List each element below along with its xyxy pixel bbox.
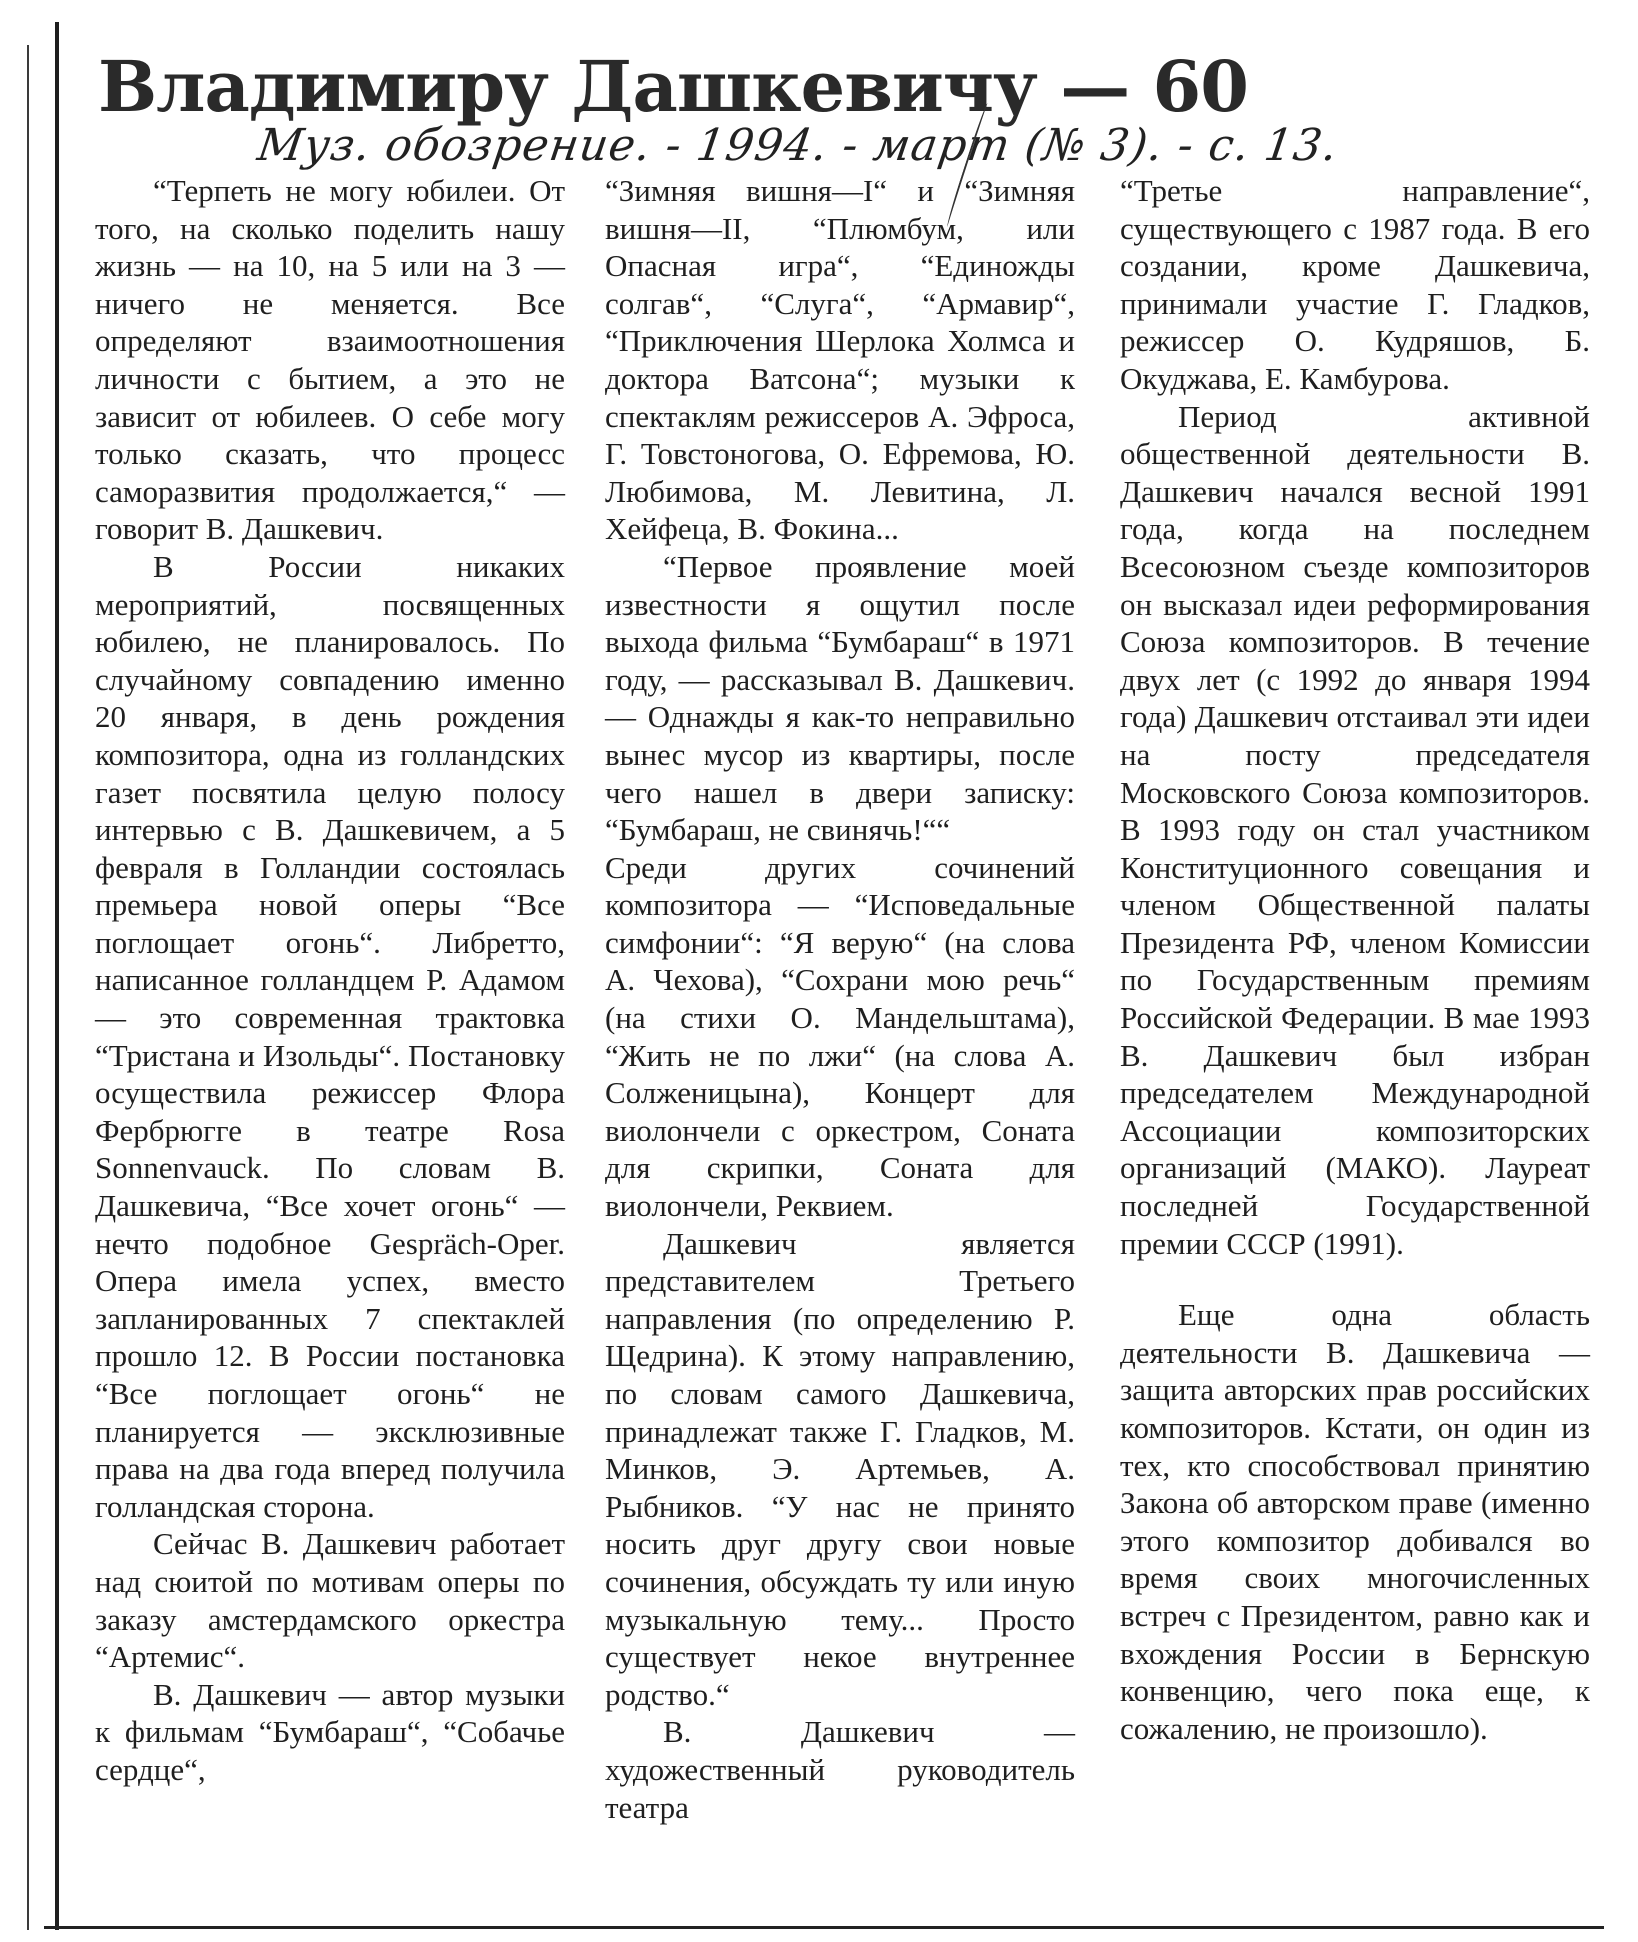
handwritten-citation: Муз. обозрение. - 1994. - март (№ 3). - с. 13. [254, 120, 1342, 171]
paragraph: Среди других сочинений композитора — “Исповедальные симфонии“: “Я верую“ (на слова А. Чехова), “Сохрани мою речь“ (на стихи О. Мандельштама), “Жить не по лжи“ (на слова А. Солженицына), Концерт для виолончели с оркестром, Соната для скрипки, Соната для виолончели, Реквием. [605, 849, 1075, 1224]
paragraph: В. Дашкевич — художественный руководитель театра [605, 1714, 1075, 1825]
paragraph: “Зимняя вишня—I“ и “Зимняя вишня—II, “Плюмбум, или Опасная игра“, “Единожды солгав“, “Слуга“, “Армавир“, “Приключения Шерлока Холмса и доктора Ватсона“; музыки к спектаклям режиссеров А. Эфроса, Г. Товстоногова, О. Ефремова, Ю. Любимова, М. Левитина, Л. Хейфеца, В. Фокина... [605, 173, 1075, 547]
article-headline: Владимиру Дашкевичу — 60 [98, 45, 1248, 128]
clipping-frame-left-thin-rule [27, 45, 29, 1930]
article-column-1 [95, 172, 565, 1789]
paragraph: “Первое проявление моей известности я ощутил после выхода фильма “Бумбараш“ в 1971 году, — рассказывал В. Дашкевич. — Однажды я как-то неправильно вынес мусор из квартиры, после чего нашел в двери записку: “Бумбараш, не свинячь!““ [605, 548, 1075, 848]
clipping-frame-left-thick-rule [55, 22, 59, 1930]
paragraph: Дашкевич является представителем Третьего направления (по определению Р. Щедрина). К этому направлению, по словам самого Дашкевича, принадлежат также Г. Гладков, М. Минков, Э. Артемьев, А. Рыбников. “У нас не принято носить друг другу свои новые сочинения, обсуждать ту или иную музыкальную тему... Просто существует некое внутреннее родство.“ [605, 1225, 1075, 1712]
article-column-2 [605, 172, 1075, 1826]
paragraph: Еще одна область деятельности В. Дашкевича — защита авторских прав российских композиторов. Кстати, он один из тех, кто способствовал принятию Закона об авторском праве (именно этого композитор добивался во время своих многочисленных встреч с Президентом, равно как и вхождения России в Бернскую конвенцию, чего пока еще, к сожалению, не произошло). [1120, 1297, 1590, 1746]
clipping-frame-bottom-rule [44, 1926, 1604, 1929]
paragraph: “Терпеть не могу юбилеи. От того, на сколько поделить нашу жизнь — на 10, на 5 или на 3 — ничего не меняется. Все определяют взаимоотношения личности с бытием, а это не зависит от юбилеев. О себе могу только сказать, что процесс саморазвития продолжается,“ — говорит В. Дашкевич. [95, 173, 565, 547]
article-column-3 [1120, 172, 1590, 1747]
paragraph: В. Дашкевич — автор музыки к фильмам “Бумбараш“, “Собачье сердце“, [95, 1676, 565, 1787]
paragraph: Сейчас В. Дашкевич работает над сюитой по мотивам оперы по заказу амстердамского оркестра “Артемис“. [95, 1526, 565, 1675]
paragraph: “Третье направление“, существующего с 1987 года. В его создании, кроме Дашкевича, принимали участие Г. Гладков, режиссер О. Кудряшов, Б. Окуджава, Е. Камбурова. [1120, 173, 1590, 396]
paragraph: Период активной общественной деятельности В. Дашкевич начался весной 1991 года, когда на последнем Всесоюзном съезде композиторов он высказал идеи реформирования Союза композиторов. В течение двух лет (с 1992 до января 1994 года) Дашкевич отстаивал эти идеи на посту председателя Московского Союза композиторов. В 1993 году он стал участником Конституционного совещания и членом Общественной палаты Президента РФ, членом Комиссии по Государственным премиям Российской Федерации. В мае 1993 В. Дашкевич был избран председателем Международной Ассоциации композиторских организаций (МАКО). Лауреат последней Государственной премии СССР (1991). [1120, 398, 1590, 1261]
paragraph: В России никаких мероприятий, посвященных юбилею, не планировалось. По случайному совпадению именно 20 января, в день рождения композитора, одна из голландских газет посвятила целую полосу интервью с В. Дашкевичем, а 5 февраля в Голландии состоялась премьера новой оперы “Все поглощает огонь“. Либретто, написанное голландцем Р. Адамом — это современная трактовка “Тристана и Изольды“. Постановку осуществила режиссер Флора Фербрюгге в театре Rosa Sonnenvauck. По словам В. Дашкевича, “Все хочет огонь“ — нечто подобное Gespräch-Oper. Опера имела успех, вместо запланированных 7 спектаклей прошло 12. В России постановка “Все поглощает огонь“ не планируется — эксклюзивные права на два года вперед получила голландская сторона. [95, 548, 565, 1524]
